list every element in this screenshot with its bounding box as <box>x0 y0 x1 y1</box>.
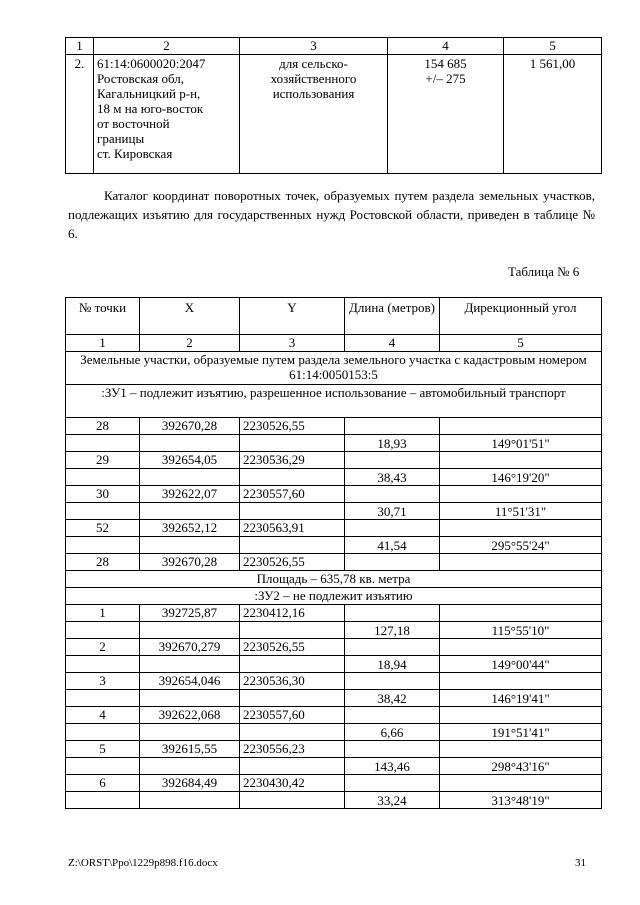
column-number: 5 <box>440 335 602 352</box>
empty-cell <box>66 435 140 452</box>
length-cell <box>345 452 440 469</box>
angle-cell <box>440 486 602 503</box>
empty-cell <box>66 469 140 486</box>
table-row <box>66 605 602 622</box>
segment-length: 38,43 <box>345 469 440 486</box>
length-cell <box>345 639 440 656</box>
empty-cell <box>140 469 240 486</box>
y-coordinate: 2230563,91 <box>240 520 345 537</box>
table-row <box>66 418 602 435</box>
row-number: 2. <box>66 55 94 174</box>
table-header-row <box>66 298 602 335</box>
table-5-fragment <box>65 37 602 174</box>
empty-cell <box>66 792 140 809</box>
direction-angle: 191°51'41" <box>440 724 602 741</box>
table-row <box>66 469 602 486</box>
point-number: 3 <box>66 673 140 690</box>
direction-angle: 295°55'24" <box>440 537 602 554</box>
segment-length: 18,93 <box>345 435 440 452</box>
direction-angle: 313°48'19" <box>440 792 602 809</box>
empty-cell <box>66 537 140 554</box>
section-title: Земельные участки, образуемые путем раздела земельного участка с кадастровым номером 61:14:0050153:5 <box>66 352 602 385</box>
empty-cell <box>140 503 240 520</box>
purpose-line: хозяйственного <box>270 71 357 86</box>
table-row <box>66 639 602 656</box>
point-number: 1 <box>66 605 140 622</box>
zu1-title-row <box>66 385 602 418</box>
empty-cell <box>240 622 345 639</box>
value-cell: 1 561,00 <box>504 55 602 174</box>
table-header-row <box>66 38 602 55</box>
x-coordinate: 392615,55 <box>140 741 240 758</box>
area-line: +/– 275 <box>425 71 466 86</box>
header-cell: 1 <box>66 38 94 55</box>
area-cell <box>388 55 504 174</box>
address-line: Ростовская обл, <box>97 71 184 86</box>
table-row <box>66 673 602 690</box>
table-row <box>66 452 602 469</box>
zu2-title-row <box>66 588 602 605</box>
point-number: 28 <box>66 554 140 571</box>
table-row <box>66 792 602 809</box>
purpose-line: использования <box>272 86 355 101</box>
table-row <box>66 537 602 554</box>
empty-cell <box>240 503 345 520</box>
address-line: 61:14:0600020:2047 <box>97 56 206 71</box>
length-cell <box>345 554 440 571</box>
x-coordinate: 392622,07 <box>140 486 240 503</box>
purpose-line: для сельско- <box>279 56 348 71</box>
table-row <box>66 690 602 707</box>
y-coordinate: 2230557,60 <box>240 707 345 724</box>
y-coordinate: 2230536,30 <box>240 673 345 690</box>
header-cell: 5 <box>504 38 602 55</box>
segment-length: 143,46 <box>345 758 440 775</box>
header-cell: 4 <box>388 38 504 55</box>
empty-cell <box>66 656 140 673</box>
empty-cell <box>140 435 240 452</box>
direction-angle: 149°01'51" <box>440 435 602 452</box>
header-y: Y <box>240 298 345 335</box>
x-coordinate: 392670,279 <box>140 639 240 656</box>
table-row <box>66 520 602 537</box>
length-cell <box>345 775 440 792</box>
y-coordinate: 2230526,55 <box>240 639 345 656</box>
direction-angle: 146°19'20" <box>440 469 602 486</box>
angle-cell <box>440 520 602 537</box>
empty-cell <box>140 690 240 707</box>
y-coordinate: 2230557,60 <box>240 486 345 503</box>
point-number: 4 <box>66 707 140 724</box>
table-row <box>66 758 602 775</box>
segment-length: 127,18 <box>345 622 440 639</box>
direction-angle: 149°00'44" <box>440 656 602 673</box>
y-coordinate: 2230556,23 <box>240 741 345 758</box>
table-row <box>66 503 602 520</box>
empty-cell <box>66 690 140 707</box>
empty-cell <box>140 792 240 809</box>
segment-length: 38,42 <box>345 690 440 707</box>
y-coordinate: 2230430,42 <box>240 775 345 792</box>
column-number: 1 <box>66 335 140 352</box>
table-row <box>66 554 602 571</box>
direction-angle: 115°55'10" <box>440 622 602 639</box>
column-number-row <box>66 335 602 352</box>
table-row <box>66 55 602 174</box>
angle-cell <box>440 418 602 435</box>
header-cell: 2 <box>94 38 240 55</box>
column-number: 4 <box>345 335 440 352</box>
x-coordinate: 392725,87 <box>140 605 240 622</box>
direction-angle: 146°19'41" <box>440 690 602 707</box>
angle-cell <box>440 775 602 792</box>
section-title-row <box>66 352 602 385</box>
table-row <box>66 775 602 792</box>
catalog-paragraph: Каталог координат поворотных точек, образуемых путем раздела земельных участков, подлежащих изъятию для государственных нужд Ростовской области, приведен в таблице № 6. <box>68 188 595 241</box>
segment-length: 30,71 <box>345 503 440 520</box>
angle-cell <box>440 673 602 690</box>
table-row <box>66 656 602 673</box>
direction-angle: 11°51'31" <box>440 503 602 520</box>
point-number: 2 <box>66 639 140 656</box>
address-line: 18 м на юго-восток <box>97 101 204 116</box>
empty-cell <box>66 724 140 741</box>
length-cell <box>345 707 440 724</box>
y-coordinate: 2230536,29 <box>240 452 345 469</box>
y-coordinate: 2230526,55 <box>240 554 345 571</box>
point-number: 52 <box>66 520 140 537</box>
empty-cell <box>240 656 345 673</box>
segment-length: 18,94 <box>345 656 440 673</box>
table-row <box>66 741 602 758</box>
x-coordinate: 392654,05 <box>140 452 240 469</box>
header-length: Длина (метров) <box>345 298 440 335</box>
angle-cell <box>440 554 602 571</box>
x-coordinate: 392652,12 <box>140 520 240 537</box>
point-number: 28 <box>66 418 140 435</box>
zu1-area-row <box>66 571 602 588</box>
length-cell <box>345 673 440 690</box>
table-row <box>66 435 602 452</box>
address-line: Кагальницкий р-н, <box>97 86 201 101</box>
direction-angle: 298°43'16" <box>440 758 602 775</box>
empty-cell <box>140 724 240 741</box>
angle-cell <box>440 707 602 724</box>
point-number: 6 <box>66 775 140 792</box>
empty-cell <box>66 758 140 775</box>
address-line: границы <box>97 131 145 146</box>
footer-file-path: Z:\ORST\Ppo\1229p898.f16.docx <box>68 857 218 869</box>
angle-cell <box>440 639 602 656</box>
empty-cell <box>240 792 345 809</box>
page-number: 31 <box>575 857 586 869</box>
zu1-area: Площадь – 635,78 кв. метра <box>66 571 602 588</box>
table-6 <box>65 297 602 809</box>
length-cell <box>345 741 440 758</box>
empty-cell <box>140 622 240 639</box>
zu2-title: :ЗУ2 – не подлежит изъятию <box>66 588 602 605</box>
address-line: ст. Кировская <box>97 146 173 161</box>
length-cell <box>345 605 440 622</box>
angle-cell <box>440 605 602 622</box>
table-row <box>66 707 602 724</box>
address-line: от восточной <box>97 116 170 131</box>
x-coordinate: 392622,068 <box>140 707 240 724</box>
empty-cell <box>240 758 345 775</box>
empty-cell <box>240 690 345 707</box>
x-coordinate: 392670,28 <box>140 418 240 435</box>
empty-cell <box>66 503 140 520</box>
point-number: 29 <box>66 452 140 469</box>
x-coordinate: 392654,046 <box>140 673 240 690</box>
empty-cell <box>240 537 345 554</box>
empty-cell <box>140 537 240 554</box>
x-coordinate: 392684,49 <box>140 775 240 792</box>
length-cell <box>345 418 440 435</box>
header-cell: 3 <box>240 38 388 55</box>
segment-length: 6,66 <box>345 724 440 741</box>
angle-cell <box>440 741 602 758</box>
point-number: 5 <box>66 741 140 758</box>
empty-cell <box>140 656 240 673</box>
x-coordinate: 392670,28 <box>140 554 240 571</box>
empty-cell <box>240 435 345 452</box>
column-number: 3 <box>240 335 345 352</box>
empty-cell <box>240 469 345 486</box>
table-row <box>66 622 602 639</box>
header-point: № точки <box>66 298 140 335</box>
point-number: 30 <box>66 486 140 503</box>
address-cell <box>94 55 240 174</box>
angle-cell <box>440 452 602 469</box>
table-row <box>66 486 602 503</box>
empty-cell <box>240 724 345 741</box>
y-coordinate: 2230412,16 <box>240 605 345 622</box>
column-number: 2 <box>140 335 240 352</box>
y-coordinate: 2230526,55 <box>240 418 345 435</box>
table-row <box>66 724 602 741</box>
purpose-cell <box>240 55 388 174</box>
length-cell <box>345 486 440 503</box>
header-angle: Дирекционный угол <box>440 298 602 335</box>
area-line: 154 685 <box>424 56 467 71</box>
segment-length: 41,54 <box>345 537 440 554</box>
header-x: X <box>140 298 240 335</box>
segment-length: 33,24 <box>345 792 440 809</box>
zu1-title: :ЗУ1 – подлежит изъятию, разрешенное использование – автомобильный транспорт <box>66 385 602 418</box>
empty-cell <box>66 622 140 639</box>
table-6-label: Таблица № 6 <box>508 264 580 279</box>
length-cell <box>345 520 440 537</box>
empty-cell <box>140 758 240 775</box>
